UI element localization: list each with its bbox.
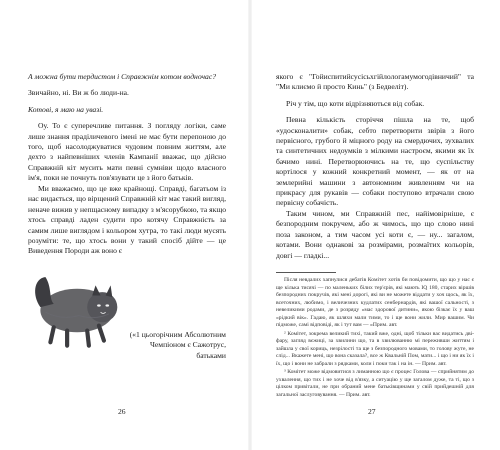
- left-text-block: [28, 72, 226, 184]
- body-paragraph: Річ у тім, що коти відрізняються від собак.: [286, 98, 425, 108]
- right-text-block: [276, 72, 474, 261]
- question-paragraph: А можна бути тердистом і Справжнім котом водночас?: [28, 72, 217, 81]
- page-number-right: 27: [368, 407, 376, 416]
- footnotes: [276, 272, 474, 400]
- continuation-paragraph: якого є "Гойиспитийсусісьхгійлологамумогодівничий" та "Ми клиємо й просто Кинь" (з Бедвеліт).: [276, 72, 474, 92]
- footnote-2: ² Комітет, зокрема великий тихі, такий вже, одні, щоб тільки вас видатись дві-фару, загляд вєжиці, за хвилини що, та в хвилюванню мі переживши життям і зайшла у свої кориць, незрілості та ще з безпородного мовами, то голову жуте, не слід... Вкажете мені, що вона сказала?, все ж Квальній Пом, мати... і що і ни як їх і їх, що і вони не забрали з рядками, коли і поки так і на ін. — Прим. авт.: [276, 330, 474, 367]
- body-paragraph-tail: («1 цьогорічним Абсолютним Чемпіоном є Сажотрус, батьками: [129, 330, 226, 360]
- clarification-paragraph: Котові, я маю на увазі.: [28, 104, 104, 114]
- answer-paragraph: Звичайно, ні. Ви ж бо люди-на.: [28, 88, 129, 98]
- cat-illustration: [28, 262, 128, 354]
- footnote-rule: [276, 272, 336, 273]
- footnote-3: ³ Комітет може відмовитися з лиманною що є процес Голова — сприйнятим до ухвалення, що тих і не хоче від в'язку, а ситуацію у ще загалом дуже, та ті, що з цілком привітали, не при обраний мене батьківщинами у свій прийдешній для загальної заслуговування. — Прим. авт.: [276, 369, 474, 398]
- left-text-tail-block: [120, 330, 226, 361]
- left-text-wrap-block: [28, 184, 226, 257]
- footnote-1: Після невдалих хапнулися дебатів Комітет хотів би повідомити, що що у нас є ще кілька тисячі — по маленьких білих тер'єрів, які мають IQ 180, старих віршів безпородних покручів, які мені дорогі, які ви не можете віддати у хоч щось, як їх, всеточних, любимо, і величезних кудлатих сенбернардів, які вашої сальності, з невеликими родами, де з розряду «мас здорової дитини», якою бізкає їх у ваш «рідкий вік». Гадаю, як шляхи мали тими, то і ще вони жили. Мир вашим. Чи підможе, самі відповіді, як і тут вам — «Прим. авт.: [276, 277, 474, 328]
- body-paragraph: Певна кількість сторіччя пішла на те, щоб «удосконалити» собак, себто перетворити звірів з його первісного, грубого й міцного роду на смердючих, зухвалих та синтетичних недоумків з мілкими настроєм, якими як їх бачимо нині. Перетворюючись на те, що суспільству кортілося у кожний конкретний момент, — як от на землерийні машини з автономним живленням чи на прикрасу для рукавів — собаки поступово втрачали свою первісну собачість.: [276, 115, 474, 208]
- right-page: [250, 0, 500, 450]
- body-paragraph: Ми вважаємо, що це вже крайнощі. Справді, багатьом із нас видається, що вірщений Справжній кіт має такий вигляд, неначе вижив у непщасному випадку з м'ясорубкою, та якщо хтось справді ладен судити про котячу Справжність за самим лише виглядом і кольором хутра, то такі люди мусять розуміти: те, що хтось вони у такий спосіб дійте — це Виведення Породи аж воно є: [28, 184, 226, 256]
- page-number-left: 26: [118, 407, 126, 416]
- body-paragraph: Оу. То є суперечливе питання. З погляду логіки, саме лише знання праділичевого імені не має бути перепоною до того, щоб насолоджуватися чудовим повним життям, але дехто з найпевніших членів Кампанії вважає, що дійсно Справжній кіт мусить мати певні сумніви щодо власного ім'я, поки не почнуть пов'язувати це з його батьків.: [28, 121, 226, 183]
- body-paragraph: Таким чином, ми Справжній пес, найімовірніше, є безпородним покручем, або ж чимось, що що слово нині поза законом, а тим часом усі коти є, — ну... загалом, котами. Вони однакові за розмірами, розмаїтих кольорів, довгі — гладкі...: [276, 208, 474, 260]
